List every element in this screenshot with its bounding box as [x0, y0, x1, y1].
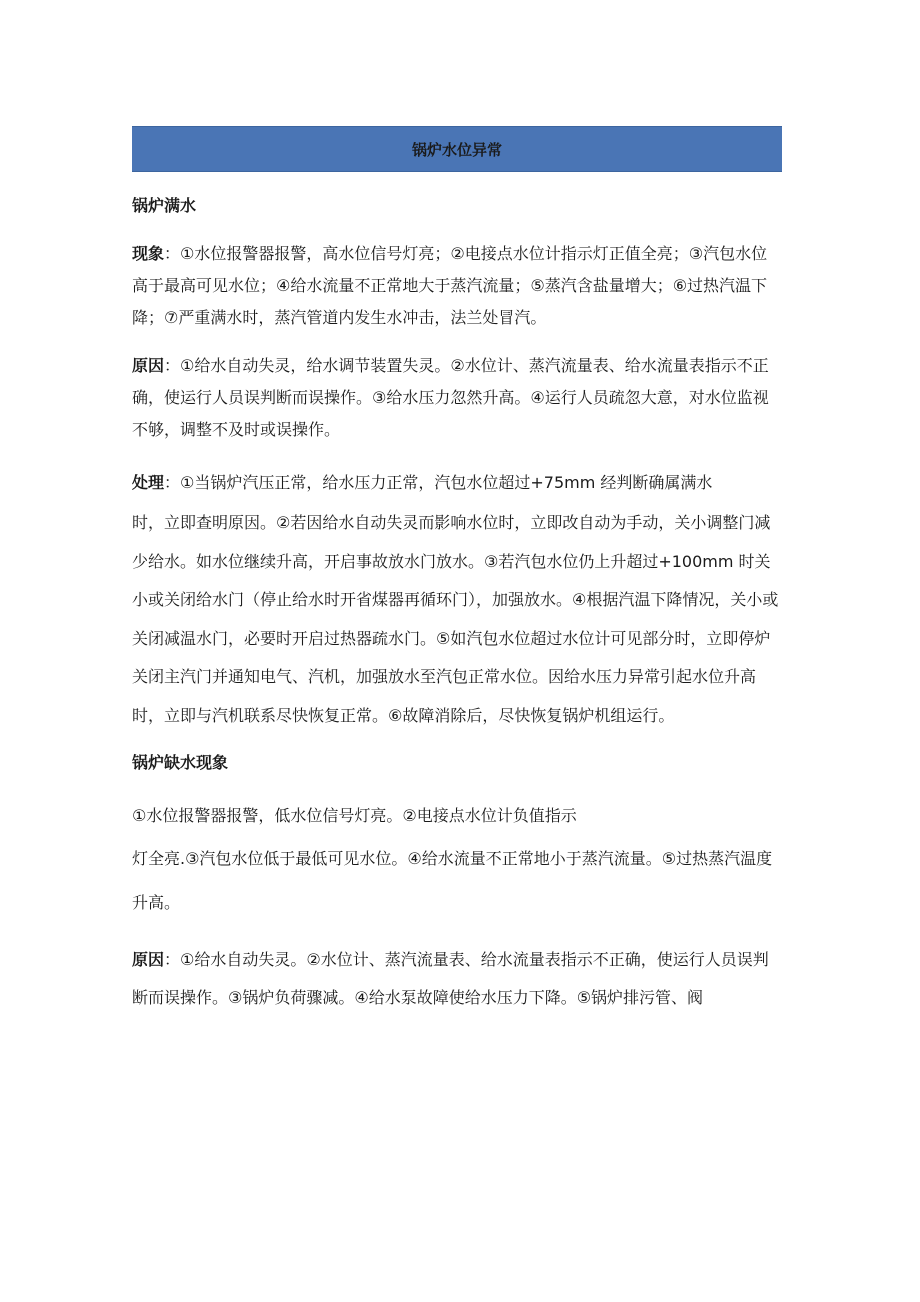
document-page [132, 126, 782, 1017]
handling-paragraph: 时，立即查明原因。②若因给水自动失灵而影响水位时，立即改自动为手动，关小调整门减少给水。如水位继续升高，开启事故放水门放水。③若汽包水位仍上升超过+100mm 时关小或关闭给水门（停止给水时开省煤器再循环门），加强放水。④根据汽温下降情况，关小或关闭减温水门，必要时开启过热器疏水门。⑤如汽包水位超过水位计可见部分时，立即停炉关闭主汽门并通知电气、汽机，加强放水至汽包正常水位。因给水压力异常引起水位升高时，立即与汽机联系尽快恢复正常。⑥故障消除后，尽快恢复锅炉机组运行。 [132, 513, 779, 725]
low-water-phenomenon-line-1: ①水位报警器报警，低水位信号灯亮。②电接点水位计负值指示 [132, 806, 577, 825]
section-heading-full-water: 锅炉满水 [132, 196, 197, 215]
title-bar [132, 126, 782, 172]
document-title: 锅炉水位异常 [411, 140, 502, 159]
cause-label: 原因 [132, 356, 165, 375]
section-heading-low-water: 锅炉缺水现象 [132, 753, 229, 772]
low-water-cause-label: 原因 [132, 950, 165, 969]
low-water-cause-text: ①给水自动失灵。②水位计、蒸汽流量表、给水流量表指示不正确，使运行人员误判断而误操作。③锅炉负荷骤减。④给水泵故障使给水压力下降。⑤锅炉排污管、阀 [132, 950, 769, 1007]
phenomenon-text: ①水位报警器报警，高水位信号灯亮；②电接点水位计指示灯正值全亮；③汽包水位高于最高可见水位；④给水流量不正常地大于蒸汽流量；⑤蒸汽含盐量增大；⑥过热汽温下降；⑦严重满水时，蒸汽管道内发生水冲击，法兰处冒汽。 [132, 244, 768, 327]
phenomenon-label: 现象 [132, 244, 165, 263]
handling-line-1: 处理：①当锅炉汽压正常，给水压力正常，汽包水位超过+75mm 经判断确属满水 [132, 473, 713, 492]
cause-text: ①给水自动失灵，给水调节装置失灵。②水位计、蒸汽流量表、给水流量表指示不正确，使运行人员误判断而误操作。③给水压力忽然升高。④运行人员疏忽大意，对水位监视不够，调整不及时或误操作。 [132, 356, 769, 439]
low-water-phenomenon-paragraph: 灯全亮.③汽包水位低于最低可见水位。④给水流量不正常地小于蒸汽流量。⑤过热蒸汽温度升高。 [132, 849, 773, 912]
low-water-cause-paragraph: 原因：①给水自动失灵。②水位计、蒸汽流量表、给水流量表指示不正确，使运行人员误判断而误操作。③锅炉负荷骤减。④给水泵故障使给水压力下降。⑤锅炉排污管、阀 [132, 950, 769, 1007]
phenomenon-paragraph: 现象：①水位报警器报警，高水位信号灯亮；②电接点水位计指示灯正值全亮；③汽包水位高于最高可见水位；④给水流量不正常地大于蒸汽流量；⑤蒸汽含盐量增大；⑥过热汽温下降；⑦严重满水时，蒸汽管道内发生水冲击，法兰处冒汽。 [132, 244, 768, 327]
handling-text-line1: ①当锅炉汽压正常，给水压力正常，汽包水位超过+75mm 经判断确属满水 [180, 473, 713, 492]
handling-label: 处理 [132, 473, 165, 492]
cause-paragraph: 原因：①给水自动失灵，给水调节装置失灵。②水位计、蒸汽流量表、给水流量表指示不正确，使运行人员误判断而误操作。③给水压力忽然升高。④运行人员疏忽大意，对水位监视不够，调整不及时或误操作。 [132, 356, 769, 439]
